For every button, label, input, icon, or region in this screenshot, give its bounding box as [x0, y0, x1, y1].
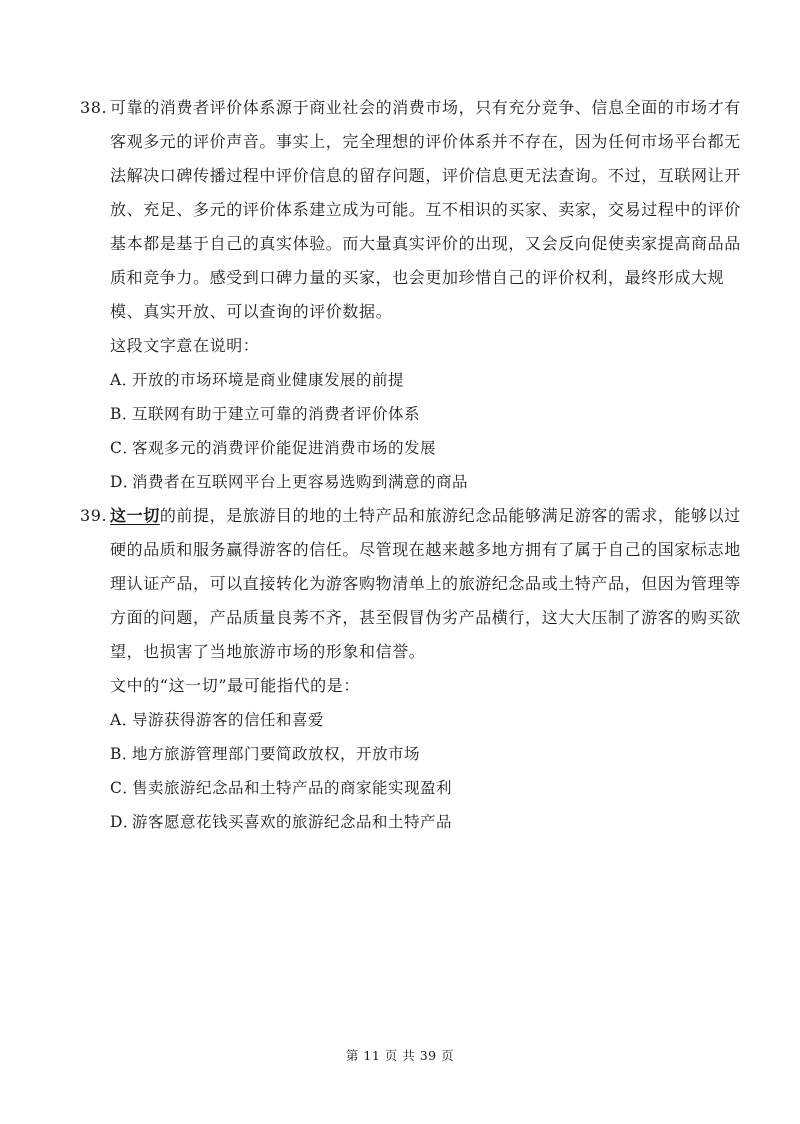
option-text: 游客愿意花钱买喜欢的旅游纪念品和土特产品: [132, 813, 453, 831]
option-text: 开放的市场环境是商业健康发展的前提: [132, 371, 405, 389]
option-text: 消费者在互联网平台上更容易选购到满意的商品: [132, 473, 469, 491]
q39-option-a: [110, 710, 324, 730]
q39-highlight-phrase: 这一切: [110, 506, 160, 525]
option-text: 地方旅游管理部门要简政放权，开放市场: [132, 745, 421, 763]
q38-line-1: [80, 98, 741, 118]
page-number-footer: 第 11 页 共 39 页: [345, 1048, 455, 1063]
option-letter: A．: [110, 711, 138, 729]
q39-text-line: 方面的问题，产品质量良莠不齐，甚至假冒伪劣产品横行，这大大压制了游客的购买欲: [110, 608, 741, 627]
q38-text-line: 放、充足、多元的评价体系建立成为可能。互不相识的买家、卖家，交易过程中的评价: [110, 200, 741, 219]
q39-option-b: [110, 744, 420, 764]
q39-text-line: 望，也损害了当地旅游市场的形象和信誉。: [110, 642, 426, 661]
q39-option-c: [110, 778, 452, 798]
q38-option-c: [110, 438, 436, 458]
option-text: 互联网有助于建立可靠的消费者评价体系: [132, 405, 421, 423]
q38-text-line: 模、真实开放、可以查询的评价数据。: [110, 302, 393, 321]
option-letter: D．: [110, 813, 139, 831]
q38-prompt: 这段文字意在说明：: [110, 336, 260, 355]
q38-text-line: 法解决口碑传播过程中评价信息的留存问题，评价信息更无法查询。不过，互联网让开: [110, 166, 741, 185]
q39-text-line: 的前提，是旅游目的地的土特产品和旅游纪念品能够满足游客的需求，能够以过: [159, 506, 741, 525]
q39-line-1: [80, 506, 741, 526]
option-letter: C．: [110, 779, 139, 797]
q39-text-line: 硬的品质和服务赢得游客的信任。尽管现在越来越多地方拥有了属于自己的国家标志地: [110, 540, 741, 559]
option-letter: A．: [110, 371, 138, 389]
q38-number: 38.: [80, 98, 108, 117]
q38-text-line: 质和竞争力。感受到口碑力量的买家，也会更加珍惜自己的评价权利，最终形成大规: [110, 268, 725, 287]
option-text: 售卖旅游纪念品和土特产品的商家能实现盈利: [132, 779, 453, 797]
q39-text-line: 理认证产品，可以直接转化为游客购物清单上的旅游纪念品或土特产品，但因为管理等: [110, 574, 741, 593]
q38-text-line: 基本都是基于自己的真实体验。而大量真实评价的出现，又会反向促使卖家提高商品品: [110, 234, 741, 253]
option-text: 客观多元的消费评价能促进消费市场的发展: [132, 439, 437, 457]
q38-text-line: 可靠的消费者评价体系源于商业社会的消费市场，只有充分竞争、信息全面的市场才有: [110, 98, 741, 117]
q38-option-b: [110, 404, 420, 424]
q38-option-a: [110, 370, 404, 390]
q39-number: 39.: [80, 506, 108, 525]
q38-option-d: [110, 472, 468, 492]
option-letter: B．: [110, 405, 138, 423]
option-letter: B．: [110, 745, 138, 763]
option-letter: D．: [110, 473, 139, 491]
q39-prompt: 文中的“这一切”最可能指代的是：: [110, 676, 360, 695]
q39-option-d: [110, 812, 452, 832]
option-text: 导游获得游客的信任和喜爱: [132, 711, 325, 729]
option-letter: C．: [110, 439, 139, 457]
q38-text-line: 客观多元的评价声音。事实上，完全理想的评价体系并不存在，因为任何市场平台都无: [110, 132, 741, 151]
